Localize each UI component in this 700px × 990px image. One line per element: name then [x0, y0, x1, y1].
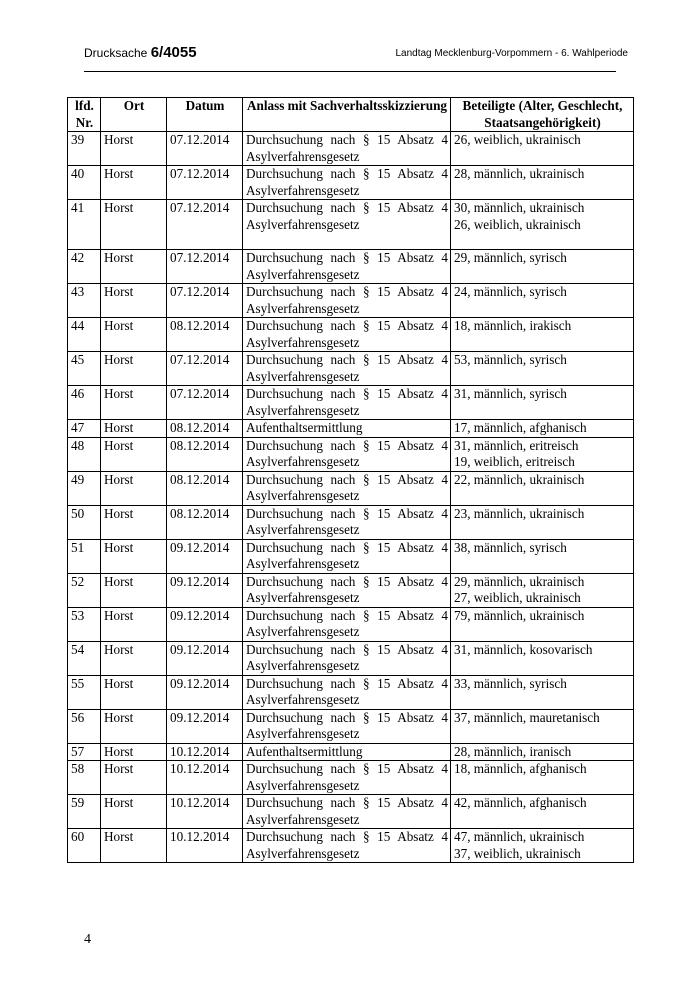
- cell-nr: 56: [68, 709, 101, 743]
- cell-nr: 50: [68, 505, 101, 539]
- cell-ort: Horst: [101, 284, 167, 318]
- cell-nr: 58: [68, 761, 101, 795]
- person-entry: 17, männlich, afghanisch: [454, 420, 587, 435]
- cell-datum: 09.12.2014: [167, 539, 243, 573]
- table-row: [68, 539, 634, 573]
- cell-ort: Horst: [101, 829, 167, 863]
- cell-beteiligte: [451, 607, 634, 641]
- table-row: [68, 709, 634, 743]
- cell-nr: 42: [68, 250, 101, 284]
- cell-anlass: Durchsuchung nach § 15 Absatz 4 Asylverfahrensgesetz: [243, 709, 451, 743]
- cell-ort: Horst: [101, 250, 167, 284]
- table-row: [68, 505, 634, 539]
- cell-anlass: Durchsuchung nach § 15 Absatz 4 Asylverfahrensgesetz: [243, 539, 451, 573]
- cell-anlass: Durchsuchung nach § 15 Absatz 4 Asylverfahrensgesetz: [243, 607, 451, 641]
- table-row: [68, 795, 634, 829]
- cell-datum: 07.12.2014: [167, 166, 243, 200]
- cell-anlass: Durchsuchung nach § 15 Absatz 4 Asylverfahrensgesetz: [243, 352, 451, 386]
- cell-beteiligte: [451, 318, 634, 352]
- person-entry: 24, männlich, syrisch: [454, 284, 567, 299]
- cell-nr: 59: [68, 795, 101, 829]
- cell-nr: 41: [68, 200, 101, 250]
- document-number-value: 6/4055: [150, 44, 197, 61]
- person-entry: 26, weiblich, ukrainisch: [454, 132, 581, 147]
- cell-beteiligte: [451, 539, 634, 573]
- cell-ort: Horst: [101, 386, 167, 420]
- person-entry: 53, männlich, syrisch: [454, 352, 567, 367]
- cell-ort: Horst: [101, 166, 167, 200]
- cell-datum: 07.12.2014: [167, 386, 243, 420]
- cell-anlass: Durchsuchung nach § 15 Absatz 4 Asylverfahrensgesetz: [243, 284, 451, 318]
- cell-anlass: Durchsuchung nach § 15 Absatz 4 Asylverfahrensgesetz: [243, 132, 451, 166]
- table-row: [68, 318, 634, 352]
- cell-beteiligte: [451, 675, 634, 709]
- cell-anlass: Durchsuchung nach § 15 Absatz 4 Asylverfahrensgesetz: [243, 166, 451, 200]
- cell-ort: Horst: [101, 471, 167, 505]
- person-entry: 28, männlich, ukrainisch: [454, 166, 585, 181]
- document-prefix: Drucksache: [84, 46, 151, 60]
- table-row: [68, 761, 634, 795]
- person-entry: 79, männlich, ukrainisch: [454, 607, 585, 623]
- cell-ort: Horst: [101, 352, 167, 386]
- cell-beteiligte: [451, 505, 634, 539]
- table-row: [68, 420, 634, 438]
- cell-datum: 07.12.2014: [167, 200, 243, 250]
- incident-table: [67, 97, 634, 863]
- cell-beteiligte: [451, 709, 634, 743]
- table-row: [68, 352, 634, 386]
- cell-nr: 46: [68, 386, 101, 420]
- table-row: [68, 743, 634, 761]
- person-entry: 23, männlich, ukrainisch: [454, 505, 585, 521]
- cell-anlass: Durchsuchung nach § 15 Absatz 4 Asylverfahrensgesetz: [243, 318, 451, 352]
- cell-datum: 08.12.2014: [167, 318, 243, 352]
- table-row: [68, 829, 634, 863]
- column-header-datum: Datum: [167, 98, 243, 132]
- cell-anlass: Aufenthaltsermittlung: [243, 743, 451, 761]
- person-entry: 18, männlich, afghanisch: [454, 761, 587, 776]
- cell-beteiligte: [451, 795, 634, 829]
- cell-datum: 10.12.2014: [167, 761, 243, 795]
- cell-datum: 07.12.2014: [167, 284, 243, 318]
- column-header-nr: lfd. Nr.: [68, 98, 101, 132]
- person-entry: 27, weiblich, ukrainisch: [454, 590, 581, 605]
- cell-nr: 54: [68, 641, 101, 675]
- cell-nr: 55: [68, 675, 101, 709]
- cell-anlass: Durchsuchung nach § 15 Absatz 4 Asylverfahrensgesetz: [243, 200, 451, 250]
- cell-ort: Horst: [101, 200, 167, 250]
- cell-beteiligte: [451, 166, 634, 200]
- cell-beteiligte: [451, 132, 634, 166]
- cell-beteiligte: [451, 386, 634, 420]
- cell-anlass: Durchsuchung nach § 15 Absatz 4 Asylverfahrensgesetz: [243, 675, 451, 709]
- cell-anlass: Durchsuchung nach § 15 Absatz 4 Asylverfahrensgesetz: [243, 386, 451, 420]
- person-entry: 30, männlich, ukrainisch: [454, 200, 585, 215]
- header-divider: [84, 71, 616, 72]
- cell-ort: Horst: [101, 437, 167, 471]
- cell-beteiligte: [451, 352, 634, 386]
- table-row: [68, 437, 634, 471]
- table-row: [68, 166, 634, 200]
- parliament-label: Landtag Mecklenburg-Vorpommern - 6. Wahlperiode: [395, 48, 628, 59]
- cell-datum: 10.12.2014: [167, 795, 243, 829]
- cell-datum: 07.12.2014: [167, 132, 243, 166]
- cell-datum: 10.12.2014: [167, 829, 243, 863]
- cell-datum: 09.12.2014: [167, 675, 243, 709]
- person-entry: 42, männlich, afghanisch: [454, 795, 587, 810]
- cell-ort: Horst: [101, 420, 167, 438]
- person-entry: 19, weiblich, eritreisch: [454, 454, 575, 469]
- table-row: [68, 641, 634, 675]
- cell-datum: 08.12.2014: [167, 437, 243, 471]
- cell-datum: 07.12.2014: [167, 352, 243, 386]
- cell-anlass: Durchsuchung nach § 15 Absatz 4 Asylverfahrensgesetz: [243, 250, 451, 284]
- cell-ort: Horst: [101, 795, 167, 829]
- table-row: [68, 200, 634, 250]
- column-header-ort: Ort: [101, 98, 167, 132]
- person-entry: 37, männlich, mauretanisch: [454, 709, 600, 725]
- cell-beteiligte: [451, 437, 634, 471]
- cell-nr: 43: [68, 284, 101, 318]
- cell-nr: 52: [68, 573, 101, 607]
- column-header-beteiligte: Beteiligte (Alter, Geschlecht, Staatsangehörigkeit): [451, 98, 634, 132]
- cell-anlass: Durchsuchung nach § 15 Absatz 4 Asylverfahrensgesetz: [243, 641, 451, 675]
- column-header-anlass: Anlass mit Sachverhaltsskizzierung: [243, 98, 451, 132]
- cell-nr: 57: [68, 743, 101, 761]
- cell-nr: 60: [68, 829, 101, 863]
- cell-ort: Horst: [101, 132, 167, 166]
- person-entry: 38, männlich, syrisch: [454, 539, 567, 555]
- cell-beteiligte: [451, 829, 634, 863]
- cell-nr: 49: [68, 471, 101, 505]
- cell-anlass: Durchsuchung nach § 15 Absatz 4 Asylverfahrensgesetz: [243, 573, 451, 607]
- cell-beteiligte: [451, 420, 634, 438]
- cell-nr: 45: [68, 352, 101, 386]
- table-row: [68, 284, 634, 318]
- person-entry: 29, männlich, syrisch: [454, 250, 567, 265]
- cell-beteiligte: [451, 573, 634, 607]
- cell-nr: 53: [68, 607, 101, 641]
- cell-datum: 08.12.2014: [167, 505, 243, 539]
- person-entry: 37, weiblich, ukrainisch: [454, 845, 581, 861]
- cell-beteiligte: [451, 200, 634, 250]
- person-entry: 28, männlich, iranisch: [454, 743, 572, 759]
- cell-datum: 10.12.2014: [167, 743, 243, 761]
- cell-beteiligte: [451, 641, 634, 675]
- document-number: [84, 46, 197, 60]
- person-entry: 31, männlich, kosovarisch: [454, 641, 593, 657]
- person-entry: 47, männlich, ukrainisch: [454, 829, 585, 844]
- cell-ort: Horst: [101, 709, 167, 743]
- cell-beteiligte: [451, 471, 634, 505]
- person-entry: 29, männlich, ukrainisch: [454, 573, 585, 589]
- cell-anlass: Durchsuchung nach § 15 Absatz 4 Asylverfahrensgesetz: [243, 437, 451, 471]
- cell-beteiligte: [451, 250, 634, 284]
- cell-anlass: Aufenthaltsermittlung: [243, 420, 451, 438]
- cell-beteiligte: [451, 743, 634, 761]
- person-entry: 26, weiblich, ukrainisch: [454, 216, 581, 232]
- cell-ort: Horst: [101, 761, 167, 795]
- table-row: [68, 386, 634, 420]
- cell-beteiligte: [451, 761, 634, 795]
- table-row: [68, 607, 634, 641]
- person-entry: 31, männlich, eritreisch: [454, 437, 579, 453]
- cell-ort: Horst: [101, 318, 167, 352]
- cell-nr: 51: [68, 539, 101, 573]
- cell-ort: Horst: [101, 641, 167, 675]
- table-body: [68, 132, 634, 863]
- cell-datum: 09.12.2014: [167, 573, 243, 607]
- cell-datum: 09.12.2014: [167, 607, 243, 641]
- cell-datum: 08.12.2014: [167, 471, 243, 505]
- table-row: [68, 675, 634, 709]
- table-row: [68, 471, 634, 505]
- cell-ort: Horst: [101, 539, 167, 573]
- cell-nr: 44: [68, 318, 101, 352]
- cell-ort: Horst: [101, 505, 167, 539]
- person-entry: 31, männlich, syrisch: [454, 386, 567, 401]
- cell-anlass: Durchsuchung nach § 15 Absatz 4 Asylverfahrensgesetz: [243, 761, 451, 795]
- cell-ort: Horst: [101, 743, 167, 761]
- cell-nr: 40: [68, 166, 101, 200]
- cell-nr: 47: [68, 420, 101, 438]
- cell-ort: Horst: [101, 675, 167, 709]
- cell-datum: 09.12.2014: [167, 641, 243, 675]
- person-entry: 18, männlich, irakisch: [454, 318, 572, 333]
- table-header-row: [68, 98, 634, 132]
- cell-ort: Horst: [101, 607, 167, 641]
- table-row: [68, 250, 634, 284]
- person-entry: 33, männlich, syrisch: [454, 675, 567, 691]
- cell-anlass: Durchsuchung nach § 15 Absatz 4 Asylverfahrensgesetz: [243, 471, 451, 505]
- table-row: [68, 573, 634, 607]
- page-number: 4: [84, 932, 91, 947]
- cell-beteiligte: [451, 284, 634, 318]
- cell-nr: 48: [68, 437, 101, 471]
- table-row: [68, 132, 634, 166]
- person-entry: 22, männlich, ukrainisch: [454, 471, 585, 487]
- cell-datum: 08.12.2014: [167, 420, 243, 438]
- cell-anlass: Durchsuchung nach § 15 Absatz 4 Asylverfahrensgesetz: [243, 829, 451, 863]
- cell-anlass: Durchsuchung nach § 15 Absatz 4 Asylverfahrensgesetz: [243, 505, 451, 539]
- cell-ort: Horst: [101, 573, 167, 607]
- cell-datum: 09.12.2014: [167, 709, 243, 743]
- cell-datum: 07.12.2014: [167, 250, 243, 284]
- cell-nr: 39: [68, 132, 101, 166]
- cell-anlass: Durchsuchung nach § 15 Absatz 4 Asylverfahrensgesetz: [243, 795, 451, 829]
